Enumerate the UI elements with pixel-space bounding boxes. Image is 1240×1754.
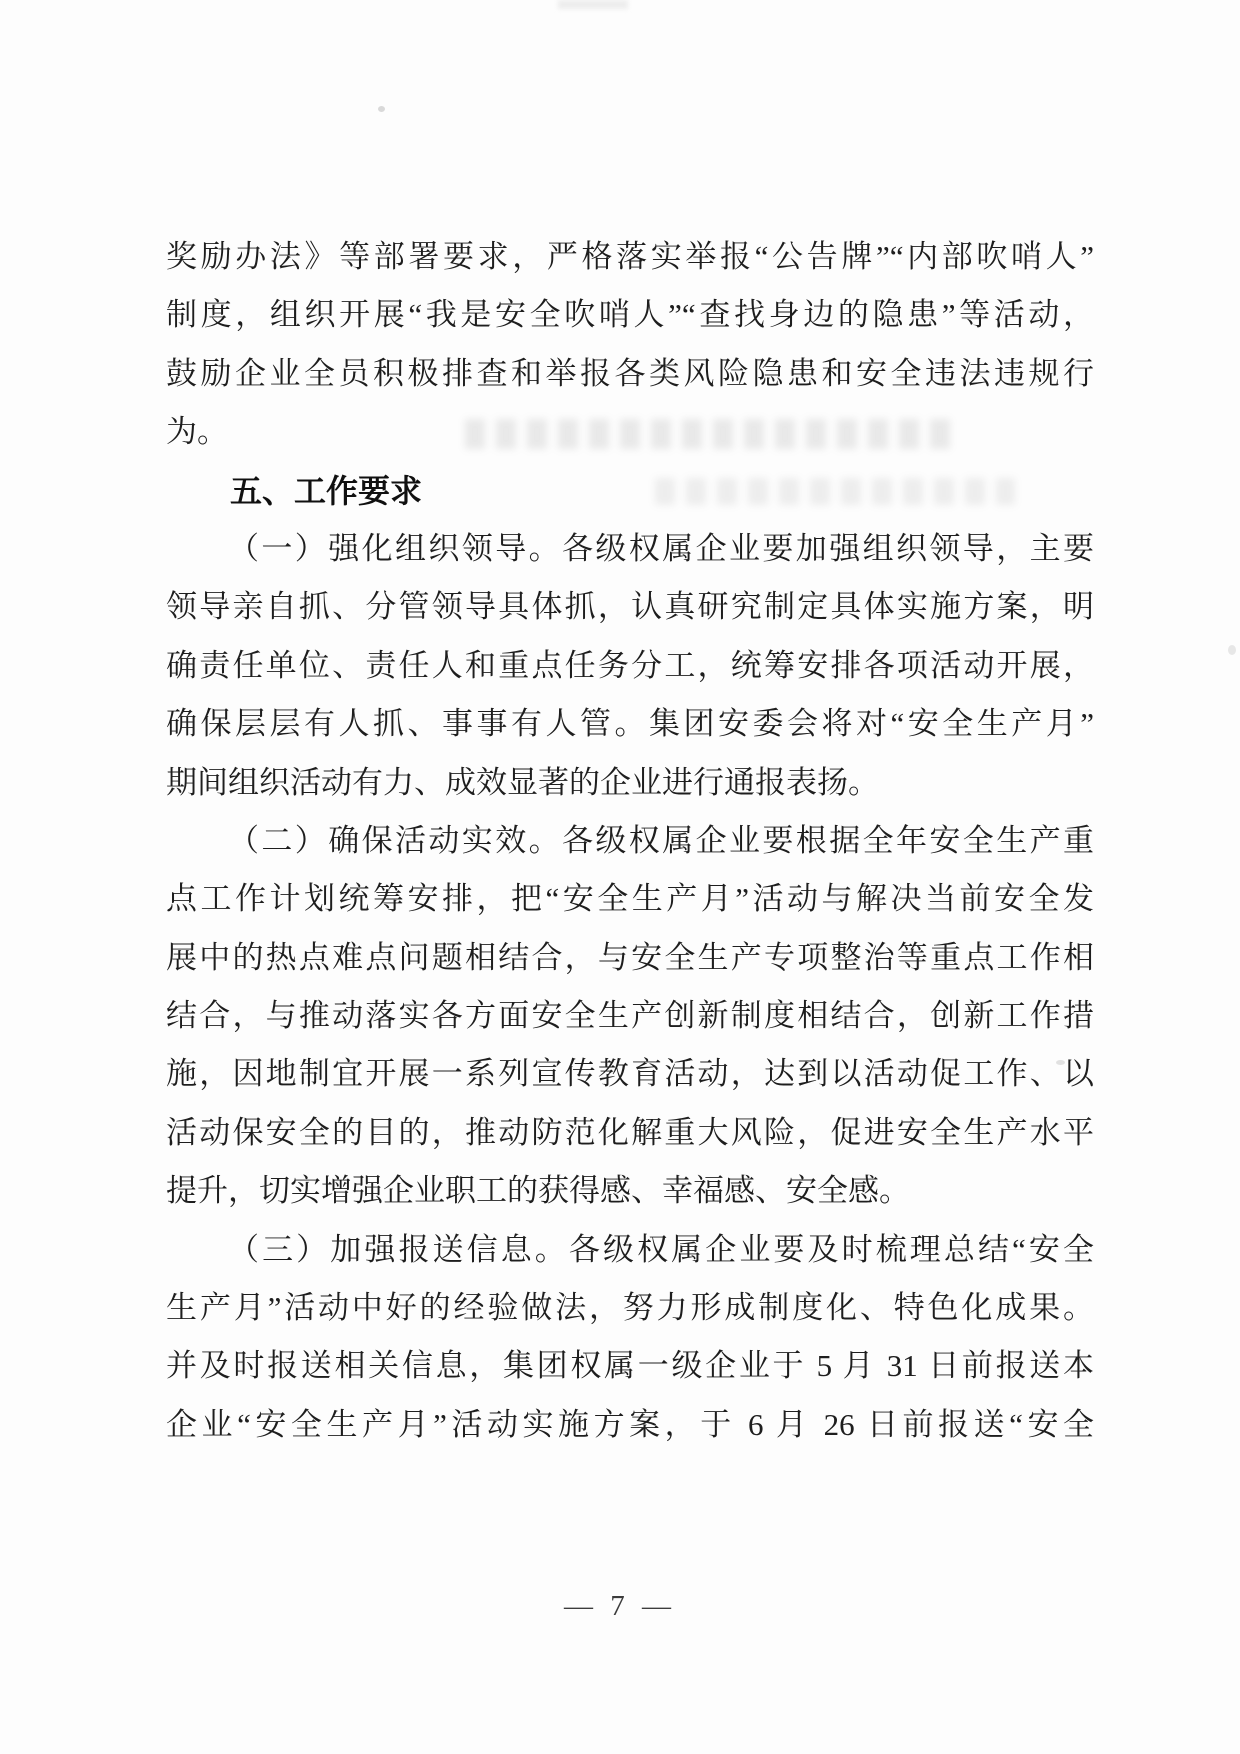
text-line: 确责任单位、责任人和重点任务分工，统筹安排各项活动开展， — [166, 647, 1094, 683]
text-line: 施，因地制宜开展一系列宣传教育活动，达到以活动促工作、以 — [166, 1056, 1094, 1092]
scan-speck — [378, 106, 385, 112]
text-line: 奖励办法》等部署要求，严格落实举报“公告牌”“内部吹哨人” — [166, 239, 1094, 274]
text-line: 点工作计划统筹安排，把“安全生产月”活动与解决当前安全发 — [166, 881, 1094, 917]
paragraph-start-line: （一）强化组织领导。各级权属企业要加强组织领导，主要 — [228, 530, 1094, 566]
text-line: 活动保安全的目的，推动防范化解重大风险，促进安全生产水平 — [166, 1114, 1094, 1150]
text-line: 制度，组织开展“我是安全吹哨人”“查找身边的隐患”等活动， — [166, 297, 1094, 333]
text-line: 生产月”活动中好的经验做法，努力形成制度化、特色化成果。 — [166, 1290, 1094, 1326]
document-body — [166, 228, 1094, 1454]
page-number: — 7 — — [564, 1590, 676, 1622]
section-heading: 五、工作要求 — [230, 472, 423, 509]
text-line: 鼓励企业全员积极排查和举报各类风险隐患和安全违法违规行 — [166, 355, 1094, 391]
text-line: 企业“安全生产月”活动实施方案，于 6 月 26 日前报送“安全 — [166, 1406, 1094, 1442]
scan-smudge — [558, 0, 628, 9]
text-line: 并及时报送相关信息，集团权属一级企业于 5 月 31 日前报送本 — [166, 1348, 1094, 1384]
text-line: 结合，与推动落实各方面安全生产创新制度相结合，创新工作措 — [166, 998, 1094, 1034]
text-line: 确保层层有人抓、事事有人管。集团安委会将对“安全生产月” — [166, 706, 1094, 742]
scan-speck — [1228, 645, 1236, 655]
text-line: 领导亲自抓、分管领导具体抓，认真研究制定具体实施方案，明 — [166, 589, 1094, 625]
paragraph-start-line: （三）加强报送信息。各级权属企业要及时梳理总结“安全 — [228, 1231, 1094, 1267]
paragraph-start-line: （二）确保活动实效。各级权属企业要根据全年安全生产重 — [228, 822, 1094, 858]
text-line: 期间组织活动有力、成效显著的企业进行通报表扬。 — [166, 764, 879, 800]
text-line: 为。 — [166, 414, 228, 450]
text-line: 展中的热点难点问题相结合，与安全生产专项整治等重点工作相 — [166, 939, 1094, 975]
text-line: 提升，切实增强企业职工的获得感、幸福感、安全感。 — [166, 1173, 910, 1209]
